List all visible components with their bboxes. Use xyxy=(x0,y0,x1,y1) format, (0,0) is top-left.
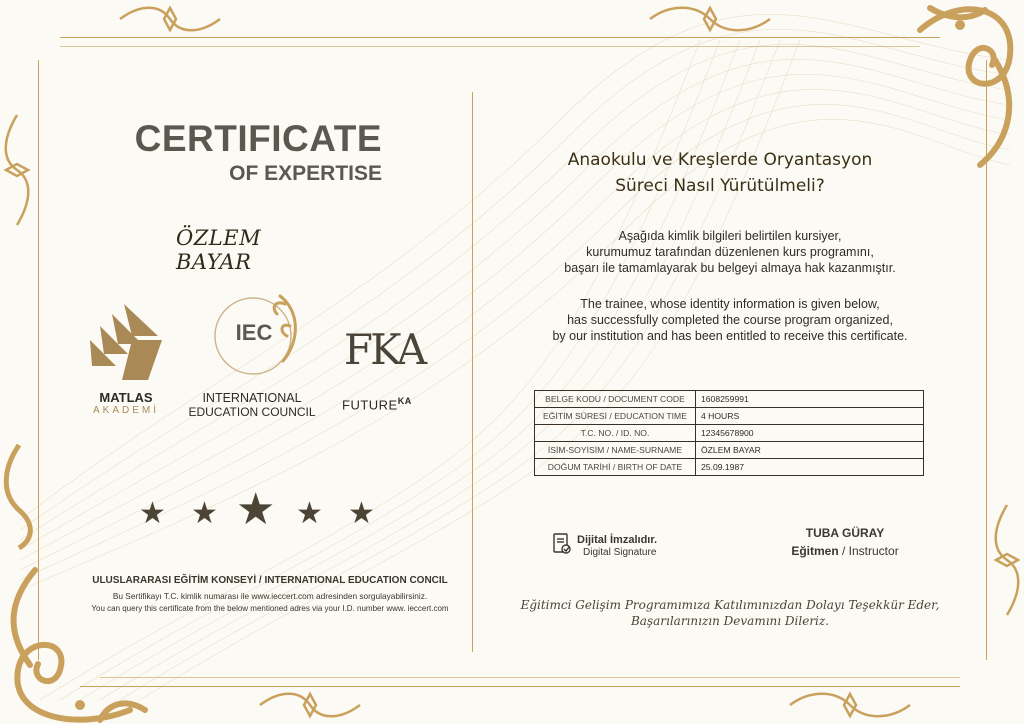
certificate-subtitle: OF EXPERTISE xyxy=(229,162,382,185)
certificate-title: CERTIFICATE xyxy=(134,118,382,159)
frame-inner-top xyxy=(60,46,920,47)
closing-text xyxy=(520,597,940,629)
ornament-bottom-mid-icon xyxy=(250,690,370,720)
row-value: 25.09.1987 xyxy=(696,459,924,476)
center-divider xyxy=(472,92,473,652)
ornament-top-left-icon xyxy=(110,4,230,34)
ornament-left-icon xyxy=(2,110,32,230)
row-value: 12345678900 xyxy=(696,425,924,442)
frame-inner-bottom xyxy=(100,677,960,678)
fka-word: FUTURE xyxy=(342,397,398,413)
holder-name: ÖZLEM BAYAR xyxy=(176,226,262,274)
ornament-right-icon xyxy=(992,500,1022,620)
row-label: İSİM-SOYİSİM / NAME-SURNAME xyxy=(535,442,696,459)
course-title-line2: Süreci Nasıl Yürütülmeli? xyxy=(615,176,825,196)
instructor-role: Eğitmen / Instructor xyxy=(791,544,899,558)
closing-line2: Başarılarınızın Devamını Dileriz. xyxy=(630,614,830,628)
row-value: 4 HOURS xyxy=(696,408,924,425)
star-icon: ★ xyxy=(348,496,375,531)
star-icon: ★ xyxy=(236,484,276,535)
frame-top xyxy=(60,37,940,38)
row-label: T.C. NO. / ID. NO. xyxy=(535,425,696,442)
identity-table xyxy=(534,390,924,476)
row-value: ÖZLEM BAYAR xyxy=(696,442,924,459)
star-icon: ★ xyxy=(191,496,218,531)
intro-en-line1: The trainee, whose identity information is given below, xyxy=(580,297,880,311)
intro-tr-line1: Aşağıda kimlik bilgileri belirtilen kursiyer, xyxy=(618,229,842,243)
fka-wordmark xyxy=(342,396,432,412)
ornamental-corner-icon xyxy=(900,0,1024,170)
fka-suffix: KA xyxy=(397,396,412,406)
document-signature-icon xyxy=(552,532,572,556)
iec-line1: INTERNATIONAL xyxy=(202,391,302,405)
ornament-bottom-right-icon xyxy=(780,690,920,720)
intro-en-line2: has successfully completed the course program organized, xyxy=(567,313,893,327)
intro-tr-line3: başarı ile tamamlayarak bu belgeyi almaya hak kazanmıştır. xyxy=(564,261,896,275)
instructor-role-en: Instructor xyxy=(848,544,899,558)
row-label: DOĞUM TARİHİ / BIRTH OF DATE xyxy=(535,459,696,476)
iec-line2: EDUCATION COUNCIL xyxy=(188,405,316,419)
ornament-top-mid-icon xyxy=(640,4,780,34)
table-row xyxy=(535,425,924,442)
table-row xyxy=(535,408,924,425)
matlas-logo-icon xyxy=(82,300,166,384)
iec-initials: IEC xyxy=(235,320,273,345)
row-value: 1608259991 xyxy=(696,391,924,408)
course-title-line1: Anaokulu ve Kreşlerde Oryantasyon xyxy=(567,150,873,170)
instructor-name: TUBA GÜRAY xyxy=(805,526,885,540)
intro-en-line3: by our institution and has been entitled to receive this certificate. xyxy=(552,329,908,343)
ornament-left-lower-icon xyxy=(2,440,36,550)
footer-line1: ULUSLARARASI EĞİTİM KONSEYİ / INTERNATIONAL EDUCATION CONCIL xyxy=(92,575,448,586)
course-title xyxy=(520,147,920,199)
star-icon: ★ xyxy=(296,496,323,531)
closing-line1: Eğitimci Gelişim Programımıza Katılımınızdan Dolayı Teşekkür Eder, xyxy=(520,598,940,612)
intro-tr-line2: kurumumuz tarafından düzenlenen kurs programını, xyxy=(586,245,874,259)
table-row xyxy=(535,391,924,408)
matlas-sub: AKADEMİ xyxy=(92,405,159,416)
intro-en xyxy=(510,296,950,344)
footer-line3: You can query this certificate from the below mentioned adres via your I.D. number www. ieccert.com xyxy=(91,604,449,613)
table-row xyxy=(535,442,924,459)
digital-signature-tr: Dijital İmzalıdır. xyxy=(577,534,658,546)
matlas-name: MATLAS xyxy=(99,390,153,405)
instructor-role-tr: Eğitmen xyxy=(791,544,839,558)
frame-bottom xyxy=(80,686,960,687)
star-icon: ★ xyxy=(139,496,166,531)
digital-signature-en: Digital Signature xyxy=(583,547,657,558)
row-label: BELGE KODU / DOCUMENT CODE xyxy=(535,391,696,408)
intro-tr xyxy=(510,228,950,276)
footer-line2: Bu Sertifikayı T.C. kimlik numarası ile www.ieccert.com adresinden sorgulayabilirsiniz. xyxy=(112,591,428,601)
row-label: EĞİTİM SÜRESİ / EDUCATION TIME xyxy=(535,408,696,425)
fka-mark: FKA xyxy=(343,325,425,374)
table-row xyxy=(535,459,924,476)
